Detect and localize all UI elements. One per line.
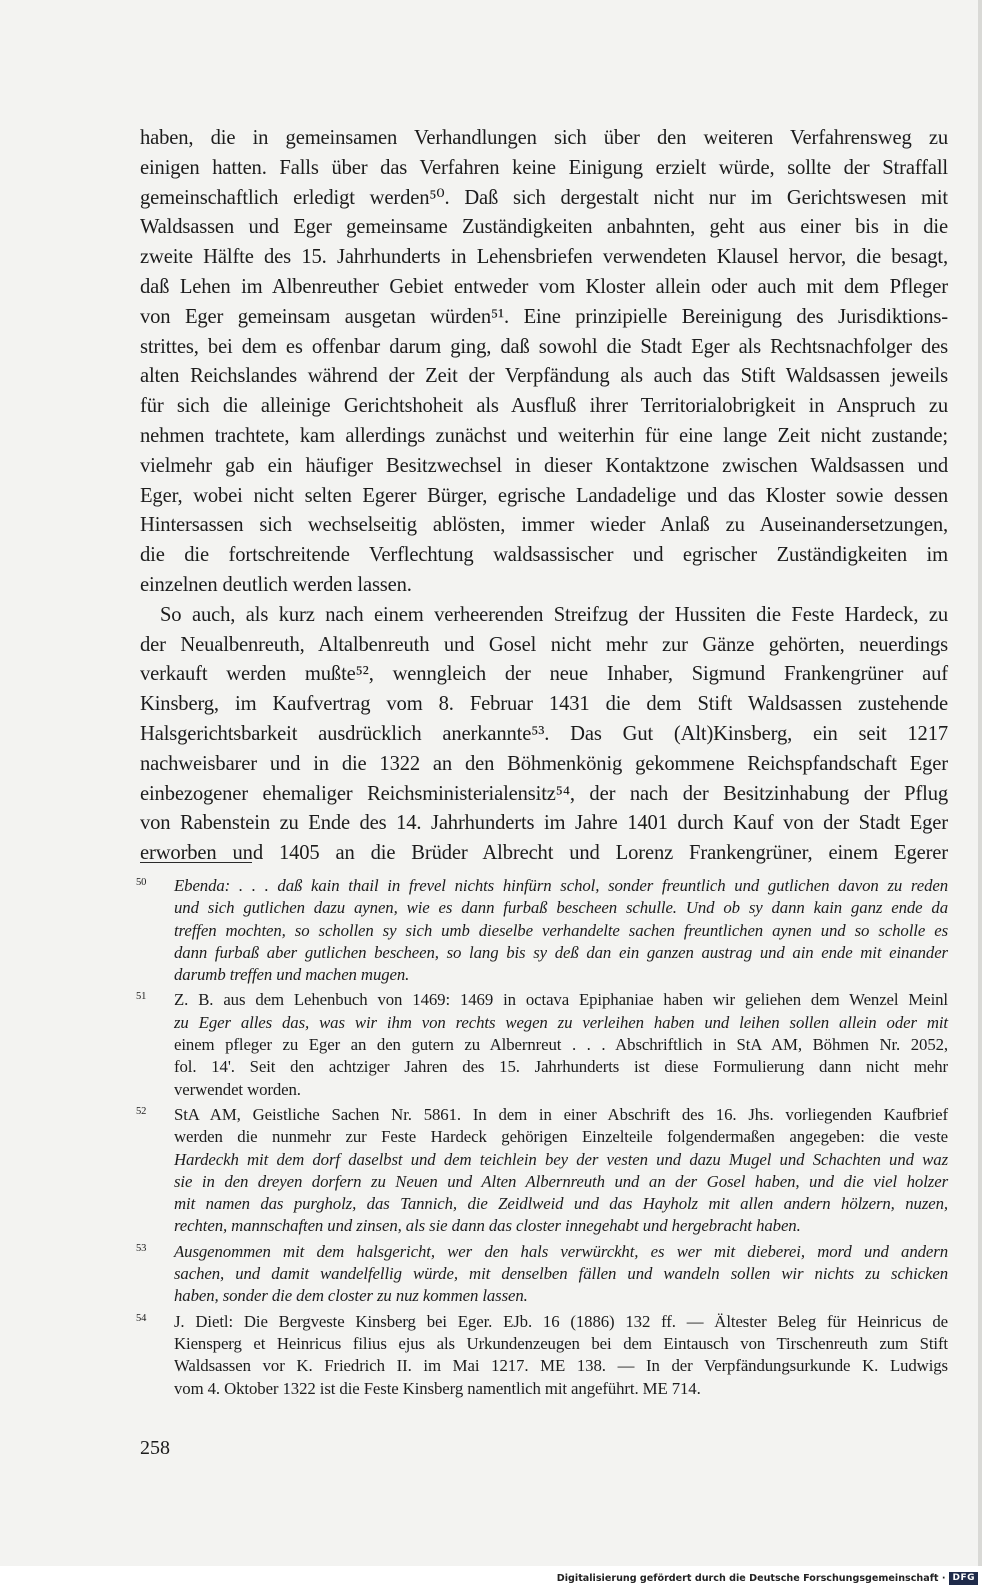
scan-edge [978,0,982,1566]
body-line: einbezogener ehemaliger Reichsministerialensitz⁵⁴, der nach der Besitzinhabung der Pflug [140,782,948,805]
footnote-line: zu Eger alles das, was wir ihm von rechts wegen zu verleihen haben und leihen sollen allein oder mit [174,1012,948,1032]
body-line: von Rabenstein zu Ende des 14. Jahrhunderts im Jahre 1401 durch Kauf von der Stadt Eger [140,812,948,835]
footnote-line: sie in den dreyen dorfern zu Neuen und Alten Albernreuth und an der Gosel haben, und die viel holzer [174,1171,948,1191]
footnote-number: 53 [136,1242,147,1254]
credit-text: Digitalisierung gefördert durch die Deutsche Forschungsgemeinschaft · [556,1572,946,1584]
footnote-line: sachen, und damit wandelfellig würde, mit denselben fällen und wandeln sollen wir nichts zu schicken [174,1264,948,1284]
footnote-line: vom 4. Oktober 1322 ist die Feste Kinsberg namentlich mit angeführt. ME 714. [174,1378,701,1398]
body-line: einzelnen deutlich werden lassen. [140,573,412,596]
footnote-number: 50 [136,877,147,888]
footnote-51 [136,989,948,1100]
footnote-line: mit namen das purgholz, das Tannich, die Zeidlweid und das Hayholz mit allen andern hölzern, nuzen, [174,1194,948,1214]
footnote-52 [136,1104,948,1238]
body-line: nachweisbarer und in die 1322 an den Böhmenkönig gekommene Reichspfandschaft Eger [140,752,948,775]
footnote-number: 52 [136,1105,147,1117]
footnote-number: 51 [136,991,147,1003]
footnote-line: J. Dietl: Die Bergveste Kinsberg bei Eger. EJb. 16 (1886) 132 ff. — Ältester Beleg für Heinricus de [174,1311,948,1331]
body-line: für sich die alleinige Gerichtshoheit als Ausfluß ihrer Territorialobrigkeit in Anspruch zu [140,395,948,418]
footnote-line: fol. 14'. Seit den achtziger Jahren des 15. Jahrhunderts ist diese Formulierung dann nicht mehr [174,1057,948,1077]
dfg-logo-icon: DFG [949,1572,978,1585]
body-line: So auch, als kurz nach einem verheerenden Streifzug der Hussiten die Feste Hardeck, zu [160,603,948,626]
body-line: Eger, wobei nicht selten Egerer Bürger, egrische Landadelige und das Kloster sowie dessen [140,484,948,507]
body-line: zweite Hälfte des 15. Jahrhunderts in Lehensbriefen verwendeten Klausel hervor, die besagt, [140,246,948,269]
footnote-line: verwendet worden. [174,1079,301,1099]
footnote-line: dann furbaß aber gutlichen bescheen, so lang bis sy deß dan ein ganzen austrag und ain ende mit einander [174,942,948,962]
footnote-line: darumb treffen und machen mugen. [174,965,410,985]
body-line: strittes, bei dem es offenbar darum ging, daß sowohl die Stadt Eger als Rechtsnachfolger des [140,335,948,358]
footnote-53 [136,1241,948,1308]
footnote-line: Ausgenommen mit dem halsgericht, wer den hals verwürckht, es wer mit dieberei, mord und andern [174,1241,948,1261]
footnote-line: haben, sonder die dem closter zu nuz kommen lassen. [174,1286,528,1306]
body-line: Waldsassen und Eger gemeinsame Zuständigkeiten anbahnten, geht aus einer bis in die [140,216,948,239]
footnote-number: 54 [136,1312,147,1324]
footnotes [136,875,948,1403]
body-line: die die fortschreitende Verflechtung waldsassischer und egrischer Zuständigkeiten im [140,544,948,567]
body-line: erworben und 1405 an die Brüder Albrecht und Lorenz Frankengrüner, einem Egerer [140,842,948,865]
page-number: 258 [140,1437,170,1459]
body-text [140,124,948,869]
footnote-line: treffen mochten, so schollen sy sich umb dieselbe verhandelte sachen freuntlichen aynen und so scholle es [174,920,948,940]
footnote-line: Hardeckh mit dem dorf daselbst und dem teichlein bey der vesten und dazu Mugel und Schachten und waz [174,1149,948,1169]
body-line: der Neualbenreuth, Altalbenreuth und Gosel nicht mehr zur Gänze gehörten, neuerdings [140,633,948,656]
footnote-line: Z. B. aus dem Lehenbuch von 1469: 1469 in octava Epiphaniae haben wir geliehen dem Wenzel Meinl [174,990,948,1010]
body-line: nehmen trachtete, kam allerdings zunächst und weiterhin für eine lange Zeit nicht zustande; [140,424,948,447]
footnote-line: und sich gutlichen dazu aynen, wie es dann furbaß bescheen schulle. Und ob sy dann kain ganz ende da [174,898,948,918]
body-line: daß Lehen im Albenreuther Gebiet entweder vom Kloster allein oder auch mit dem Pfleger [140,275,948,298]
footnote-line: StA AM, Geistliche Sachen Nr. 5861. In dem in einer Abschrift des 16. Jhs. vorliegenden Kaufbrief [174,1104,948,1124]
footnote-line: rechten, mannschaften und zinsen, als sie dann das closter innegehabt und hergebracht haben. [174,1216,801,1236]
digitization-credit [557,1571,978,1585]
body-line: gemeinschaftlich erledigt werden⁵⁰. Daß sich dergestalt nicht nur im Gerichtswesen mit [140,186,948,209]
body-line: einigen hatten. Falls über das Verfahren keine Einigung erzielt würde, sollte der Straffall [140,156,948,179]
body-line: haben, die in gemeinsamen Verhandlungen sich über den weiteren Verfahrensweg zu [140,127,948,149]
body-line: Kinsberg, im Kaufvertrag vom 8. Februar 1431 die dem Stift Waldsassen zustehende [140,693,948,716]
footnote-line: werden die nunmehr zur Feste Hardeck gehörigen Einzelteile folgendermaßen angegeben: die veste [174,1127,948,1147]
footnote-54 [136,1311,948,1400]
body-line: verkauft werden mußte⁵², wenngleich der neue Inhaber, Sigmund Frankengrüner auf [140,663,948,686]
footnote-line: einem pfleger zu Eger an den gutern zu Albernreut . . . Abschriftlich in StA AM, Böhmen Nr. 2052, [174,1035,948,1055]
footnote-divider [140,862,252,863]
footnote-50 [136,875,948,986]
body-line: Halsgerichtsbarkeit ausdrücklich anerkannte⁵³. Das Gut (Alt)Kinsberg, ein seit 1217 [140,722,948,745]
footnote-line: Waldsassen vor K. Friedrich II. im Mai 1217. ME 138. — In der Verpfändungsurkunde K. Ludwigs [174,1356,948,1376]
body-line: vielmehr gab ein häufiger Besitzwechsel in dieser Kontaktzone zwischen Waldsassen und [140,454,948,477]
footnote-line: Ebenda: . . . daß kain thail in frevel nichts hinfürn schol, sonder freuntlich und gutlichen davon zu reden [174,876,948,895]
footnote-line: Kiensperg et Heinricus filius ejus als Urkundenzeugen bei dem Eintausch von Tirschenreuth zum Stift [174,1333,948,1353]
body-line: alten Reichslandes während der Zeit der Verpfändung als auch das Stift Waldsassen jeweils [140,365,948,388]
body-line: Hintersassen sich wechselseitig ablösten, immer wieder Anlaß zu Auseinandersetzungen, [140,514,948,537]
body-line: von Eger gemeinsam ausgetan würden⁵¹. Eine prinzipielle Bereinigung des Jurisdiktions- [140,305,948,328]
